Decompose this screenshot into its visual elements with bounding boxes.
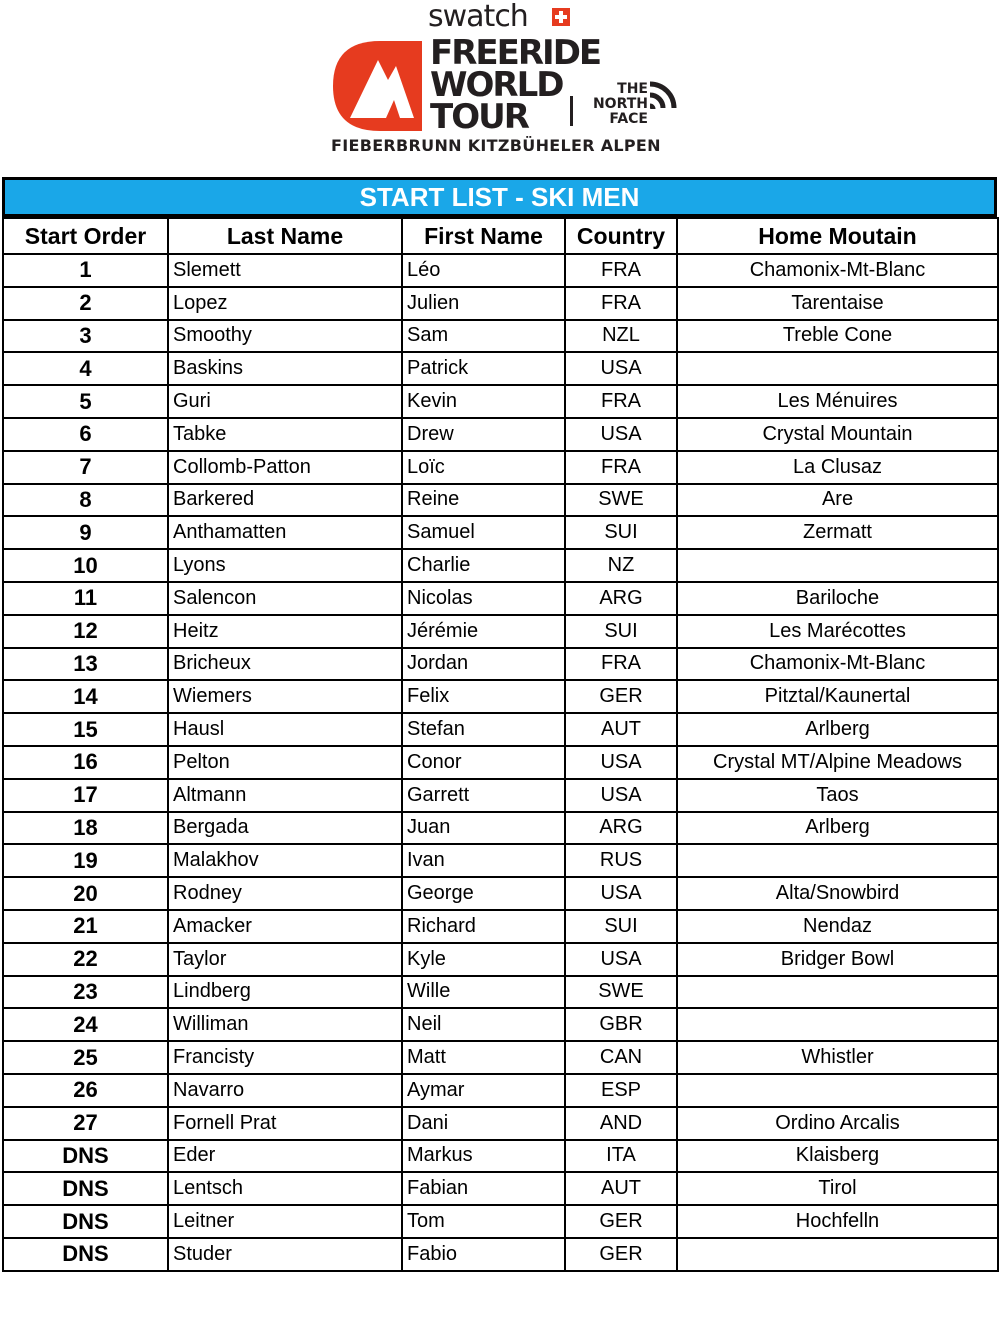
start-order-cell: 5 — [3, 385, 168, 418]
table-row — [3, 615, 998, 648]
brand-line-1: FREERIDE — [430, 33, 601, 73]
col-header-last-name: Last Name — [168, 218, 402, 254]
first-name-cell: Jordan — [402, 648, 565, 681]
home-mountain-cell: Klaisberg — [677, 1140, 998, 1173]
start-order-cell: 7 — [3, 451, 168, 484]
start-order-cell: 9 — [3, 516, 168, 549]
table-row — [3, 976, 998, 1009]
country-cell: NZ — [565, 549, 677, 582]
table-row — [3, 352, 998, 385]
first-name-cell: Loïc — [402, 451, 565, 484]
table-row — [3, 812, 998, 845]
home-mountain-cell: Chamonix-Mt-Blanc — [677, 648, 998, 681]
last-name-cell: Malakhov — [168, 844, 402, 877]
table-row — [3, 549, 998, 582]
last-name-cell: Taylor — [168, 943, 402, 976]
home-mountain-cell: Taos — [677, 779, 998, 812]
table-row — [3, 1008, 998, 1041]
home-mountain-cell: Bariloche — [677, 582, 998, 615]
first-name-cell: Stefan — [402, 713, 565, 746]
sponsor-line-3: FACE — [609, 111, 648, 127]
table-row — [3, 1041, 998, 1074]
start-order-cell: 15 — [3, 713, 168, 746]
home-mountain-cell — [677, 352, 998, 385]
start-order-cell: DNS — [3, 1172, 168, 1205]
country-cell: FRA — [565, 451, 677, 484]
start-order-cell: 26 — [3, 1074, 168, 1107]
home-mountain-cell: Alta/Snowbird — [677, 877, 998, 910]
home-mountain-cell: Whistler — [677, 1041, 998, 1074]
first-name-cell: Aymar — [402, 1074, 565, 1107]
start-order-cell: DNS — [3, 1238, 168, 1271]
table-row — [3, 844, 998, 877]
first-name-cell: Drew — [402, 418, 565, 451]
start-order-cell: 12 — [3, 615, 168, 648]
first-name-cell: Wille — [402, 976, 565, 1009]
first-name-cell: Sam — [402, 320, 565, 353]
header-row — [3, 218, 998, 254]
table-row — [3, 943, 998, 976]
sponsor-line-1: THE — [617, 81, 648, 97]
table-row — [3, 1205, 998, 1238]
table-row — [3, 451, 998, 484]
start-order-cell: 4 — [3, 352, 168, 385]
table-row — [3, 516, 998, 549]
start-order-cell: 11 — [3, 582, 168, 615]
event-logo — [0, 0, 1000, 170]
first-name-cell: Fabian — [402, 1172, 565, 1205]
first-name-cell: George — [402, 877, 565, 910]
first-name-cell: Fabio — [402, 1238, 565, 1271]
start-order-cell: 8 — [3, 484, 168, 517]
first-name-cell: Jérémie — [402, 615, 565, 648]
first-name-cell: Garrett — [402, 779, 565, 812]
country-cell: GER — [565, 1238, 677, 1271]
home-mountain-cell: Hochfelln — [677, 1205, 998, 1238]
home-mountain-cell: Les Marécottes — [677, 615, 998, 648]
home-mountain-cell: Tarentaise — [677, 287, 998, 320]
home-mountain-cell: Zermatt — [677, 516, 998, 549]
home-mountain-cell: Treble Cone — [677, 320, 998, 353]
country-cell: AUT — [565, 713, 677, 746]
table-row — [3, 779, 998, 812]
home-mountain-cell: Arlberg — [677, 812, 998, 845]
start-order-cell: DNS — [3, 1205, 168, 1238]
last-name-cell: Lyons — [168, 549, 402, 582]
last-name-cell: Fornell Prat — [168, 1107, 402, 1140]
start-order-cell: 22 — [3, 943, 168, 976]
first-name-cell: Léo — [402, 254, 565, 287]
start-order-cell: 18 — [3, 812, 168, 845]
last-name-cell: Lopez — [168, 287, 402, 320]
last-name-cell: Collomb-Patton — [168, 451, 402, 484]
table-row — [3, 1107, 998, 1140]
table-body — [3, 254, 998, 1271]
last-name-cell: Amacker — [168, 910, 402, 943]
country-cell: USA — [565, 943, 677, 976]
first-name-cell: Samuel — [402, 516, 565, 549]
table-row — [3, 582, 998, 615]
first-name-cell: Kyle — [402, 943, 565, 976]
home-mountain-cell: Arlberg — [677, 713, 998, 746]
sponsor-line-2: NORTH — [592, 96, 648, 112]
start-order-cell: 16 — [3, 746, 168, 779]
last-name-cell: Navarro — [168, 1074, 402, 1107]
home-mountain-cell — [677, 1238, 998, 1271]
home-mountain-cell — [677, 976, 998, 1009]
last-name-cell: Tabke — [168, 418, 402, 451]
north-face-icon — [650, 84, 674, 109]
first-name-cell: Ivan — [402, 844, 565, 877]
home-mountain-cell: Les Ménuires — [677, 385, 998, 418]
last-name-cell: Rodney — [168, 877, 402, 910]
table-row — [3, 1172, 998, 1205]
first-name-cell: Markus — [402, 1140, 565, 1173]
first-name-cell: Reine — [402, 484, 565, 517]
country-cell: ESP — [565, 1074, 677, 1107]
first-name-cell: Matt — [402, 1041, 565, 1074]
home-mountain-cell: Nendaz — [677, 910, 998, 943]
start-order-cell: 1 — [3, 254, 168, 287]
table-row — [3, 713, 998, 746]
first-name-cell: Kevin — [402, 385, 565, 418]
last-name-cell: Barkered — [168, 484, 402, 517]
start-order-cell: 19 — [3, 844, 168, 877]
first-name-cell: Juan — [402, 812, 565, 845]
table-row — [3, 320, 998, 353]
first-name-cell: Nicolas — [402, 582, 565, 615]
table-row — [3, 1238, 998, 1271]
country-cell: SUI — [565, 516, 677, 549]
last-name-cell: Heitz — [168, 615, 402, 648]
last-name-cell: Bergada — [168, 812, 402, 845]
north-face-wordmark — [578, 82, 648, 127]
table-row — [3, 910, 998, 943]
first-name-cell: Patrick — [402, 352, 565, 385]
table-row — [3, 746, 998, 779]
last-name-cell: Hausl — [168, 713, 402, 746]
last-name-cell: Pelton — [168, 746, 402, 779]
last-name-cell: Francisty — [168, 1041, 402, 1074]
country-cell: RUS — [565, 844, 677, 877]
country-cell: AUT — [565, 1172, 677, 1205]
start-order-cell: 25 — [3, 1041, 168, 1074]
start-order-cell: 23 — [3, 976, 168, 1009]
table-row — [3, 1074, 998, 1107]
country-cell: AND — [565, 1107, 677, 1140]
home-mountain-cell: La Clusaz — [677, 451, 998, 484]
brand-line-3: TOUR — [430, 97, 528, 137]
country-cell: SWE — [565, 976, 677, 1009]
start-order-cell: DNS — [3, 1140, 168, 1173]
brand-swatch: swatch — [428, 0, 528, 34]
country-cell: ITA — [565, 1140, 677, 1173]
col-header-home-mountain: Home Moutain — [677, 218, 998, 254]
table-row — [3, 1140, 998, 1173]
start-order-cell: 3 — [3, 320, 168, 353]
start-order-cell: 20 — [3, 877, 168, 910]
first-name-cell: Richard — [402, 910, 565, 943]
country-cell: NZL — [565, 320, 677, 353]
country-cell: SUI — [565, 615, 677, 648]
country-cell: FRA — [565, 254, 677, 287]
col-header-start-order: Start Order — [3, 218, 168, 254]
first-name-cell: Tom — [402, 1205, 565, 1238]
country-cell: SWE — [565, 484, 677, 517]
home-mountain-cell: Crystal Mountain — [677, 418, 998, 451]
table-row — [3, 648, 998, 681]
home-mountain-cell: Crystal MT/Alpine Meadows — [677, 746, 998, 779]
start-order-cell: 6 — [3, 418, 168, 451]
brand-line-2: WORLD — [430, 65, 563, 105]
country-cell: USA — [565, 352, 677, 385]
country-cell: USA — [565, 779, 677, 812]
last-name-cell: Leitner — [168, 1205, 402, 1238]
country-cell: ARG — [565, 812, 677, 845]
last-name-cell: Lentsch — [168, 1172, 402, 1205]
country-cell: SUI — [565, 910, 677, 943]
country-cell: USA — [565, 418, 677, 451]
last-name-cell: Wiemers — [168, 680, 402, 713]
country-cell: FRA — [565, 385, 677, 418]
col-header-first-name: First Name — [402, 218, 565, 254]
country-cell: GBR — [565, 1008, 677, 1041]
table-row — [3, 484, 998, 517]
first-name-cell: Felix — [402, 680, 565, 713]
last-name-cell: Williman — [168, 1008, 402, 1041]
first-name-cell: Conor — [402, 746, 565, 779]
last-name-cell: Slemett — [168, 254, 402, 287]
table-row — [3, 385, 998, 418]
table-row — [3, 287, 998, 320]
first-name-cell: Neil — [402, 1008, 565, 1041]
first-name-cell: Julien — [402, 287, 565, 320]
last-name-cell: Salencon — [168, 582, 402, 615]
start-order-cell: 21 — [3, 910, 168, 943]
start-list-table — [2, 217, 999, 1272]
last-name-cell: Anthamatten — [168, 516, 402, 549]
country-cell: CAN — [565, 1041, 677, 1074]
table-row — [3, 254, 998, 287]
home-mountain-cell: Are — [677, 484, 998, 517]
first-name-cell: Dani — [402, 1107, 565, 1140]
start-order-cell: 10 — [3, 549, 168, 582]
home-mountain-cell — [677, 844, 998, 877]
start-order-cell: 14 — [3, 680, 168, 713]
first-name-cell: Charlie — [402, 549, 565, 582]
country-cell: FRA — [565, 648, 677, 681]
last-name-cell: Lindberg — [168, 976, 402, 1009]
country-cell: FRA — [565, 287, 677, 320]
home-mountain-cell: Ordino Arcalis — [677, 1107, 998, 1140]
home-mountain-cell: Tirol — [677, 1172, 998, 1205]
start-order-cell: 24 — [3, 1008, 168, 1041]
country-cell: GER — [565, 1205, 677, 1238]
last-name-cell: Baskins — [168, 352, 402, 385]
home-mountain-cell — [677, 549, 998, 582]
table-row — [3, 418, 998, 451]
last-name-cell: Eder — [168, 1140, 402, 1173]
last-name-cell: Guri — [168, 385, 402, 418]
start-order-cell: 17 — [3, 779, 168, 812]
start-order-cell: 2 — [3, 287, 168, 320]
home-mountain-cell — [677, 1008, 998, 1041]
table-title: START LIST - SKI MEN — [2, 177, 997, 217]
last-name-cell: Altmann — [168, 779, 402, 812]
home-mountain-cell: Pitztal/Kaunertal — [677, 680, 998, 713]
start-list — [2, 177, 997, 1272]
table-row — [3, 877, 998, 910]
start-order-cell: 27 — [3, 1107, 168, 1140]
home-mountain-cell: Chamonix-Mt-Blanc — [677, 254, 998, 287]
event-location: FIEBERBRUNN KITZBÜHELER ALPEN — [331, 136, 661, 155]
last-name-cell: Smoothy — [168, 320, 402, 353]
country-cell: USA — [565, 746, 677, 779]
country-cell: GER — [565, 680, 677, 713]
home-mountain-cell — [677, 1074, 998, 1107]
country-cell: USA — [565, 877, 677, 910]
country-cell: ARG — [565, 582, 677, 615]
start-order-cell: 13 — [3, 648, 168, 681]
home-mountain-cell: Bridger Bowl — [677, 943, 998, 976]
col-header-country: Country — [565, 218, 677, 254]
last-name-cell: Bricheux — [168, 648, 402, 681]
last-name-cell: Studer — [168, 1238, 402, 1271]
table-row — [3, 680, 998, 713]
